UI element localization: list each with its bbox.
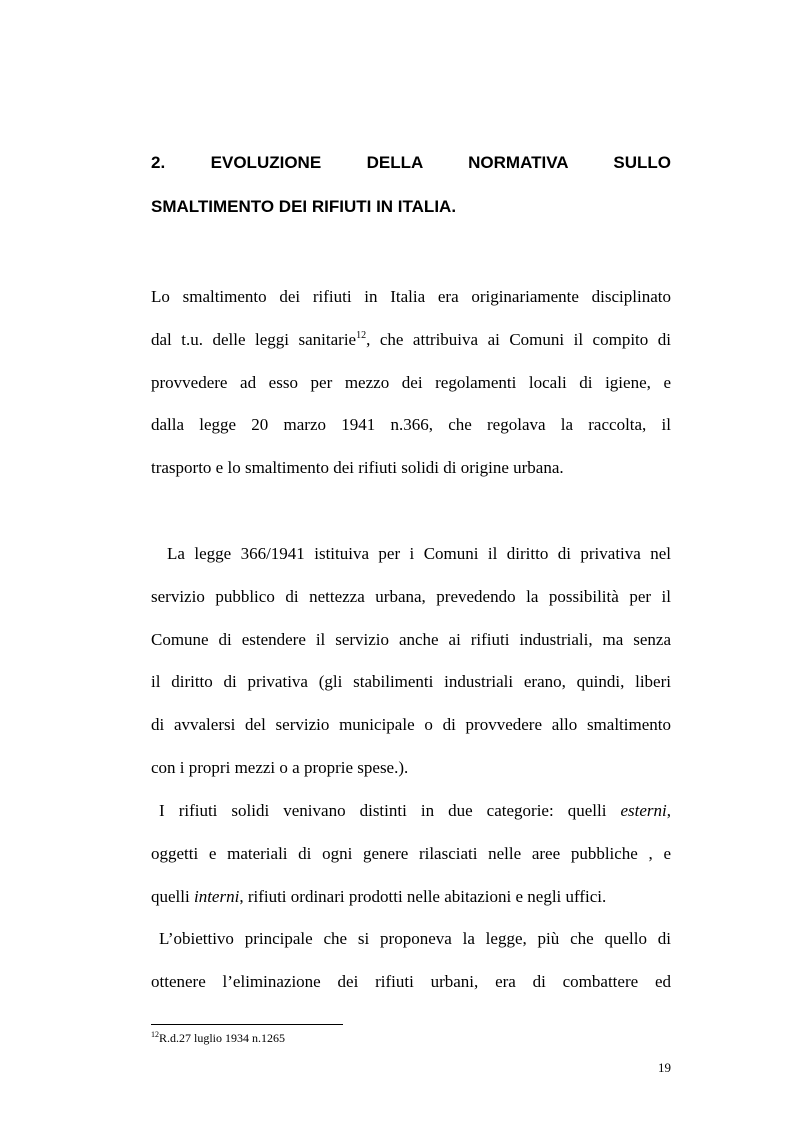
heading-word: NORMATIVA	[468, 153, 568, 172]
section-heading-line-2: SMALTIMENTO DEI RIFIUTI IN ITALIA.	[151, 197, 457, 216]
footnote-number: 12	[151, 1030, 159, 1039]
text-run: quelli	[151, 887, 194, 906]
heading-number: 2.	[151, 153, 166, 172]
emphasis-term: interni	[193, 887, 240, 906]
text-run: ,	[666, 801, 672, 820]
paragraph-line: servizio pubblico di nettezza urbana, prevedendo la possibilità per il	[151, 587, 671, 606]
paragraph-line: dalla legge 20 marzo 1941 n.366, che regolava la raccolta, il	[151, 415, 671, 434]
footnote	[151, 1031, 285, 1045]
emphasis-term: esterni	[620, 801, 667, 820]
text-run: dal t.u. delle leggi sanitarie	[151, 330, 357, 349]
page-number: 19	[658, 1060, 671, 1075]
text-run: , rifiuti ordinari prodotti nelle abitazioni e negli uffici.	[239, 887, 607, 906]
section-heading-line-1	[151, 153, 671, 173]
paragraph-line	[159, 801, 671, 821]
paragraph-line: trasporto e lo smaltimento dei rifiuti solidi di origine urbana.	[151, 458, 564, 477]
footnote-text: R.d.27 luglio 1934 n.1265	[159, 1031, 286, 1045]
paragraph-line: con i propri mezzi o a proprie spese.).	[151, 758, 409, 777]
paragraph-line: provvedere ad esso per mezzo dei regolamenti locali di igiene, e	[151, 373, 671, 392]
paragraph-line: L’obiettivo principale che si proponeva la legge, più che quello di	[159, 929, 671, 948]
text-run: , che attribuiva ai Comuni il compito di	[366, 330, 671, 349]
paragraph-line: ottenere l’eliminazione dei rifiuti urbani, era di combattere ed	[151, 972, 671, 991]
heading-word: DELLA	[366, 153, 423, 172]
heading-word: SULLO	[613, 153, 672, 172]
paragraph-line: di avvalersi del servizio municipale o di provvedere allo smaltimento	[151, 715, 671, 734]
paragraph-line: La legge 366/1941 istituiva per i Comuni il diritto di privativa nel	[167, 544, 671, 563]
paragraph-line: il diritto di privativa (gli stabilimenti industriali erano, quindi, liberi	[151, 672, 671, 691]
footnote-separator	[151, 1024, 343, 1025]
heading-word: EVOLUZIONE	[210, 153, 322, 172]
text-run: I rifiuti solidi venivano distinti in due categorie: quelli	[159, 801, 607, 820]
paragraph-line: Comune di estendere il servizio anche ai rifiuti industriali, ma senza	[151, 630, 671, 649]
paragraph-line: oggetti e materiali di ogni genere rilasciati nelle aree pubbliche , e	[151, 844, 671, 863]
footnote-ref[interactable]: 12	[356, 330, 367, 341]
paragraph-line	[151, 330, 671, 350]
paragraph-line	[151, 887, 671, 907]
paragraph-line: Lo smaltimento dei rifiuti in Italia era originariamente disciplinato	[151, 287, 671, 306]
